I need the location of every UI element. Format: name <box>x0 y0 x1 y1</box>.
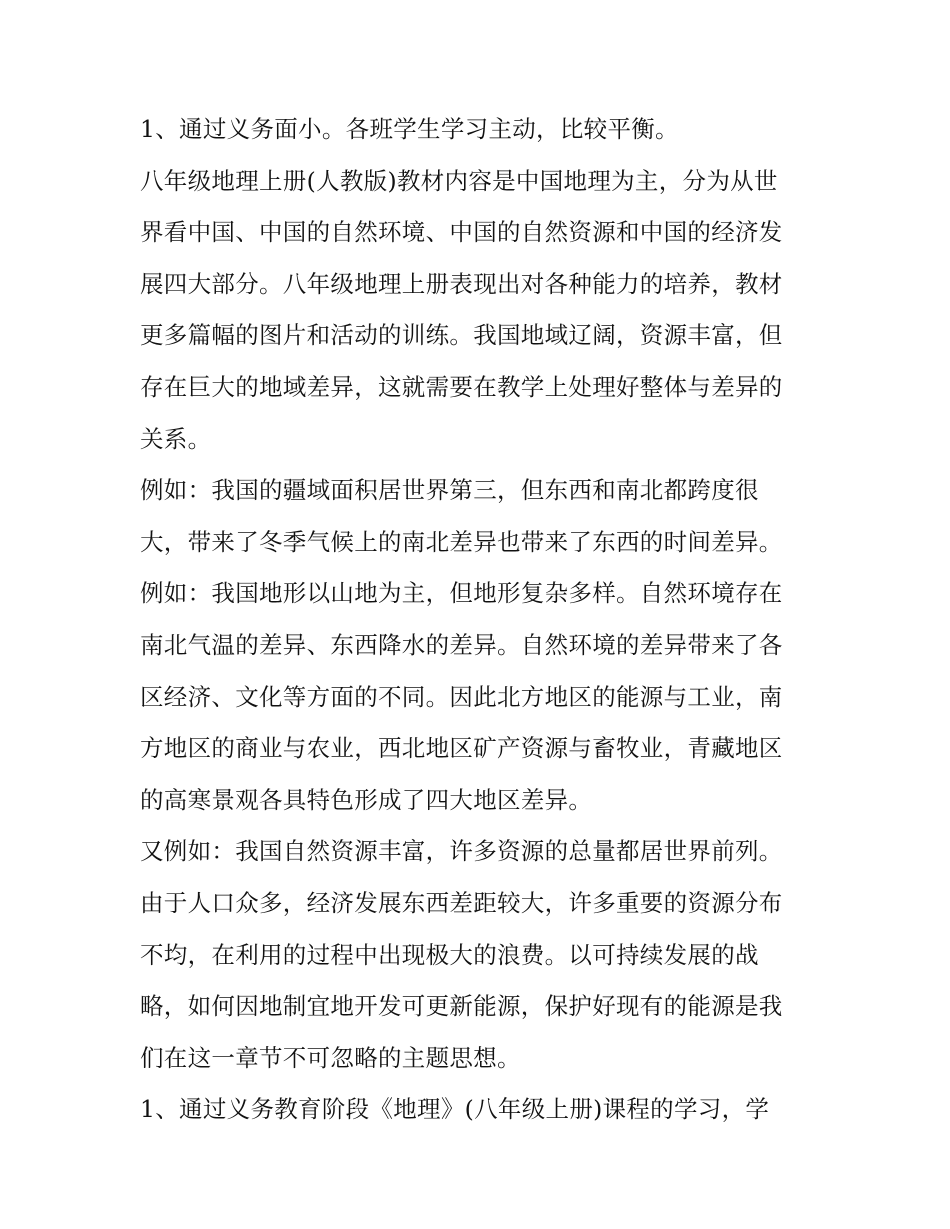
text-line-14: 的高寒景观各具特色形成了四大地区差异。 <box>140 785 593 814</box>
text-line-10: 例如：我国地形以山地为主，但地形复杂多样。自然环境存在 <box>140 579 783 608</box>
text-line-2: 八年级地理上册(人教版)教材内容是中国地理为主，分为从世 <box>140 166 778 195</box>
text-line-11: 南北气温的差异、东西降水的差异。自然环境的差异带来了各 <box>140 630 783 659</box>
text-line-18: 略，如何因地制宜地开发可更新能源，保护好现有的能源是我 <box>140 992 783 1021</box>
text-line-17: 不均，在利用的过程中出现极大的浪费。以可持续发展的战 <box>140 940 759 969</box>
text-line-16: 由于人口众多，经济发展东西差距较大，许多重要的资源分布 <box>140 888 783 917</box>
text-line-3: 界看中国、中国的自然环境、中国的自然资源和中国的经济发 <box>140 218 783 247</box>
text-line-13: 方地区的商业与农业，西北地区矿产资源与畜牧业，青藏地区 <box>140 734 783 763</box>
text-line-15: 又例如：我国自然资源丰富，许多资源的总量都居世界前列。 <box>140 837 783 866</box>
text-line-1: 1、通过义务面小。各班学生学习主动，比较平衡。 <box>140 115 679 143</box>
text-line-8: 例如：我国的疆域面积居世界第三，但东西和南北都跨度很 <box>140 476 759 505</box>
text-line-9: 大，带来了冬季气候上的南北差异也带来了东西的时间差异。 <box>140 527 783 556</box>
document-body <box>140 104 820 1136</box>
text-line-4: 展四大部分。八年级地理上册表现出对各种能力的培养，教材 <box>140 269 783 298</box>
text-line-20: 1、通过义务教育阶段《地理》(八年级上册)课程的学习，学 <box>140 1095 770 1124</box>
text-line-5: 更多篇幅的图片和活动的训练。我国地域辽阔，资源丰富，但 <box>140 321 783 350</box>
text-line-7: 关系。 <box>140 424 212 453</box>
text-line-19: 们在这一章节不可忽略的主题思想。 <box>140 1043 521 1072</box>
text-line-12: 区经济、文化等方面的不同。因此北方地区的能源与工业，南 <box>140 682 783 711</box>
text-line-6: 存在巨大的地域差异，这就需要在教学上处理好整体与差异的 <box>140 372 783 401</box>
